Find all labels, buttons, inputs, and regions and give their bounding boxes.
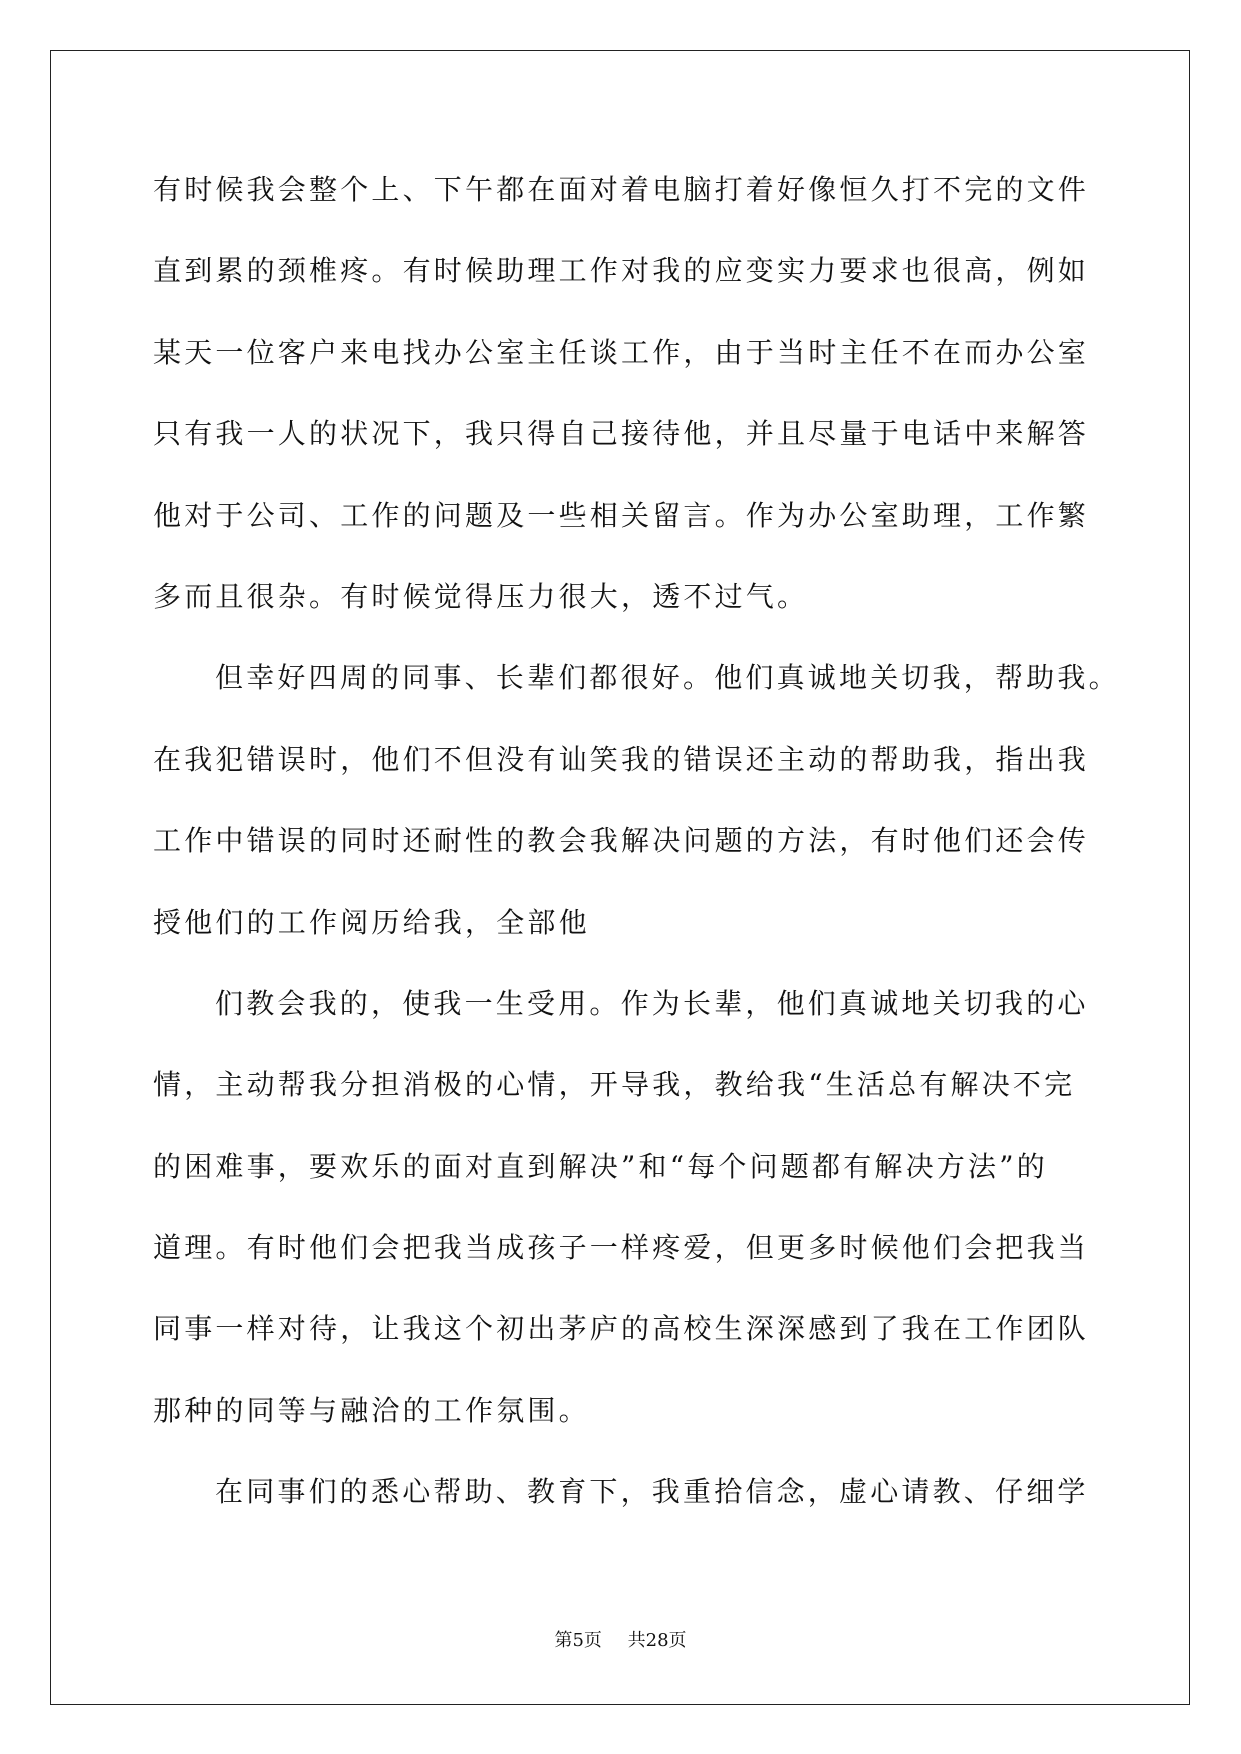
paragraph-4: [153, 1451, 1153, 1532]
text-line: 们教会我的，使我一生受用。作为长辈，他们真诚地关切我的心: [215, 986, 1089, 1020]
page-footer: [0, 1628, 1241, 1654]
text-line: 某天一位客户来电找办公室主任谈工作，由于当时主任不在而办公室: [153, 335, 1090, 369]
text-line: 有时候我会整个上、下午都在面对着电脑打着好像恒久打不完的文件: [153, 173, 1090, 206]
page-number: 第5页: [554, 1630, 602, 1651]
text-line: 在同事们的悉心帮助、教育下，我重拾信念，虚心请教、仔细学: [215, 1475, 1089, 1509]
text-line: 那种的同等与融洽的工作氛围。: [153, 1393, 590, 1427]
text-line: 道理。有时他们会把我当成孩子一样疼爱，但更多时候他们会把我当: [153, 1231, 1090, 1265]
text-line: 同事一样对待，让我这个初出茅庐的高校生深深感到了我在工作团队: [153, 1312, 1090, 1346]
text-line: 但幸好四周的同事、长辈们都很好。他们真诚地关切我，帮助我。: [215, 661, 1120, 695]
text-line: 直到累的颈椎疼。有时候助理工作对我的应变实力要求也很高，例如: [153, 254, 1090, 288]
text-line: 授他们的工作阅历给我，全部他: [153, 905, 590, 939]
paragraph-2: [153, 637, 1153, 963]
page-total: 共28页: [627, 1630, 687, 1651]
text-line: 情，主动帮我分担消极的心情，开导我，教给我“生活总有解决不完: [153, 1068, 1076, 1102]
document-body: [153, 149, 1153, 1533]
text-line: 多而且很杂。有时候觉得压力很大，透不过气。: [153, 579, 809, 613]
text-line: 他对于公司、工作的问题及一些相关留言。作为办公室助理，工作繁: [153, 498, 1090, 532]
text-line: 工作中错误的同时还耐性的教会我解决问题的方法，有时他们还会传: [153, 824, 1090, 858]
paragraph-3: [153, 963, 1153, 1451]
paragraph-1: [153, 149, 1153, 637]
text-line: 在我犯错误时，他们不但没有讪笑我的错误还主动的帮助我，指出我: [153, 742, 1090, 776]
text-line: 的困难事，要欢乐的面对直到解决”和“每个问题都有解决方法”的: [153, 1149, 1048, 1183]
text-line: 只有我一人的状况下，我只得自己接待他，并且尽量于电话中来解答: [153, 417, 1090, 451]
